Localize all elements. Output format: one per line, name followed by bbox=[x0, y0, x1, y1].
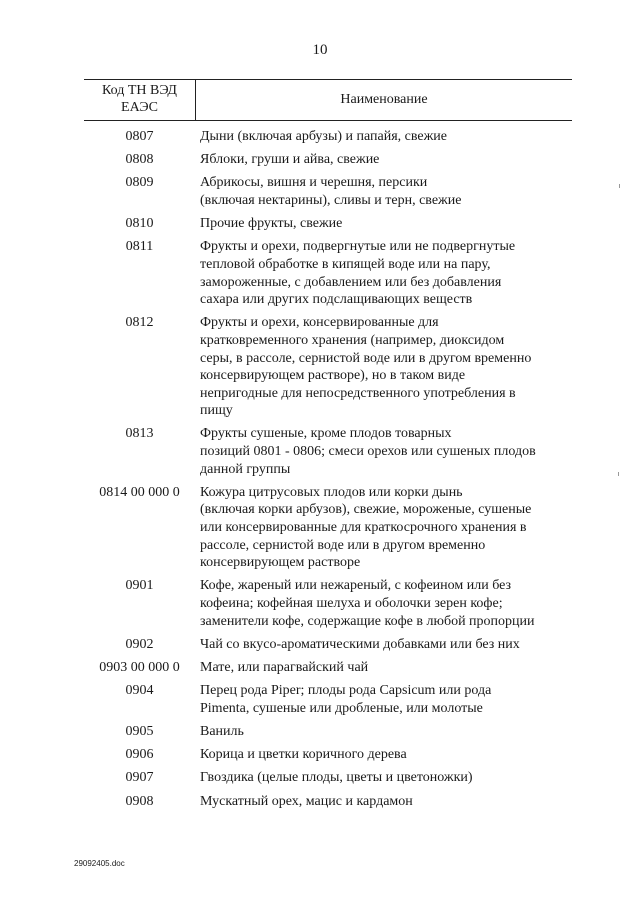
document-filename: 29092405.doc bbox=[74, 859, 125, 868]
row-name: Фрукты сушеные, кроме плодов товарных позиций 0801 - 0806; смеси орехов или сушеных плодов данной группы bbox=[200, 426, 536, 477]
table-body bbox=[84, 128, 572, 816]
row-name: Мускатный орех, мацис и кардамон bbox=[200, 793, 413, 809]
table-row bbox=[84, 682, 572, 717]
header-name: Наименование bbox=[340, 92, 428, 107]
row-code: 0810 bbox=[125, 216, 154, 232]
row-name: Абрикосы, вишня и черешня, персики (включая нектарины), сливы и терн, свежие bbox=[200, 175, 462, 208]
row-code: 0814 00 000 0 bbox=[99, 484, 180, 500]
row-code: 0808 bbox=[125, 152, 154, 168]
table-row bbox=[84, 577, 572, 630]
row-name: Перец рода Piper; плоды рода Capsicum или рода Pimenta, сушеные или дробленые, или молотые bbox=[200, 683, 492, 716]
table-row bbox=[84, 793, 572, 811]
row-name: Кофе, жареный или нежареный, с кофеином или без кофеина; кофейная шелуха и оболочки зерен кофе; заменители кофе, содержащие кофе в любой пропорции bbox=[200, 578, 535, 629]
table-row bbox=[84, 769, 572, 787]
row-name: Дыни (включая арбузы) и папайя, свежие bbox=[200, 129, 448, 144]
table-row bbox=[84, 425, 572, 478]
row-name: Кожура цитрусовых плодов или корки дынь (включая корки арбузов), свежие, мороженые, сушеные или консервированные для краткосрочного хранения в рассоле, сернистой воде или в другом временно консервирующем растворе bbox=[200, 484, 532, 571]
row-code: 0907 bbox=[125, 770, 154, 786]
table-row bbox=[84, 174, 572, 209]
row-name: Фрукты и орехи, подвергнутые или не подвергнутые тепловой обработке в кипящей воде или на пару, замороженные, с добавлением или без добавления сахара или других подслащивающих веществ bbox=[200, 239, 516, 308]
row-code: 0807 bbox=[125, 129, 154, 144]
row-name: Чай со вкусо-ароматическими добавками или без них bbox=[200, 636, 520, 652]
header-code: Код ТН ВЭД ЕАЭС bbox=[102, 83, 177, 115]
page-number: 10 bbox=[312, 42, 328, 58]
row-code: 0812 bbox=[125, 315, 154, 331]
row-code: 0904 bbox=[125, 683, 154, 699]
row-code: 0809 bbox=[125, 175, 154, 191]
row-code: 0811 bbox=[125, 239, 154, 255]
row-name: Яблоки, груши и айва, свежие bbox=[200, 152, 380, 168]
table-row bbox=[84, 484, 572, 572]
row-name: Гвоздика (целые плоды, цветы и цветоножки) bbox=[200, 770, 473, 786]
row-name: Фрукты и орехи, консервированные для кратковременного хранения (например, диоксидом серы, в рассоле, сернистой воде или в другом временно консервирующем растворе), но в таком виде непригодные для непосредственного употребления в пищу bbox=[200, 315, 532, 419]
row-name: Ваниль bbox=[200, 723, 244, 739]
scan-mark bbox=[619, 184, 620, 188]
table-row bbox=[84, 238, 572, 308]
table-row bbox=[84, 151, 572, 169]
row-code: 0903 00 000 0 bbox=[99, 659, 180, 675]
row-code: 0813 bbox=[125, 426, 154, 442]
table-row bbox=[84, 636, 572, 654]
table-row bbox=[84, 215, 572, 233]
table-row bbox=[84, 723, 572, 741]
table-row bbox=[84, 659, 572, 677]
table-row bbox=[84, 746, 572, 764]
table-row bbox=[84, 128, 572, 146]
table-row bbox=[84, 314, 572, 420]
row-code: 0906 bbox=[125, 747, 154, 763]
table-header bbox=[84, 79, 572, 121]
row-code: 0901 bbox=[125, 578, 154, 594]
row-name: Прочие фрукты, свежие bbox=[200, 216, 343, 232]
row-code: 0902 bbox=[125, 636, 154, 652]
row-code: 0905 bbox=[125, 723, 154, 739]
row-name: Мате, или парагвайский чай bbox=[200, 659, 369, 675]
row-code: 0908 bbox=[125, 793, 154, 809]
scan-mark bbox=[618, 472, 619, 476]
row-name: Корица и цветки коричного дерева bbox=[200, 747, 407, 763]
